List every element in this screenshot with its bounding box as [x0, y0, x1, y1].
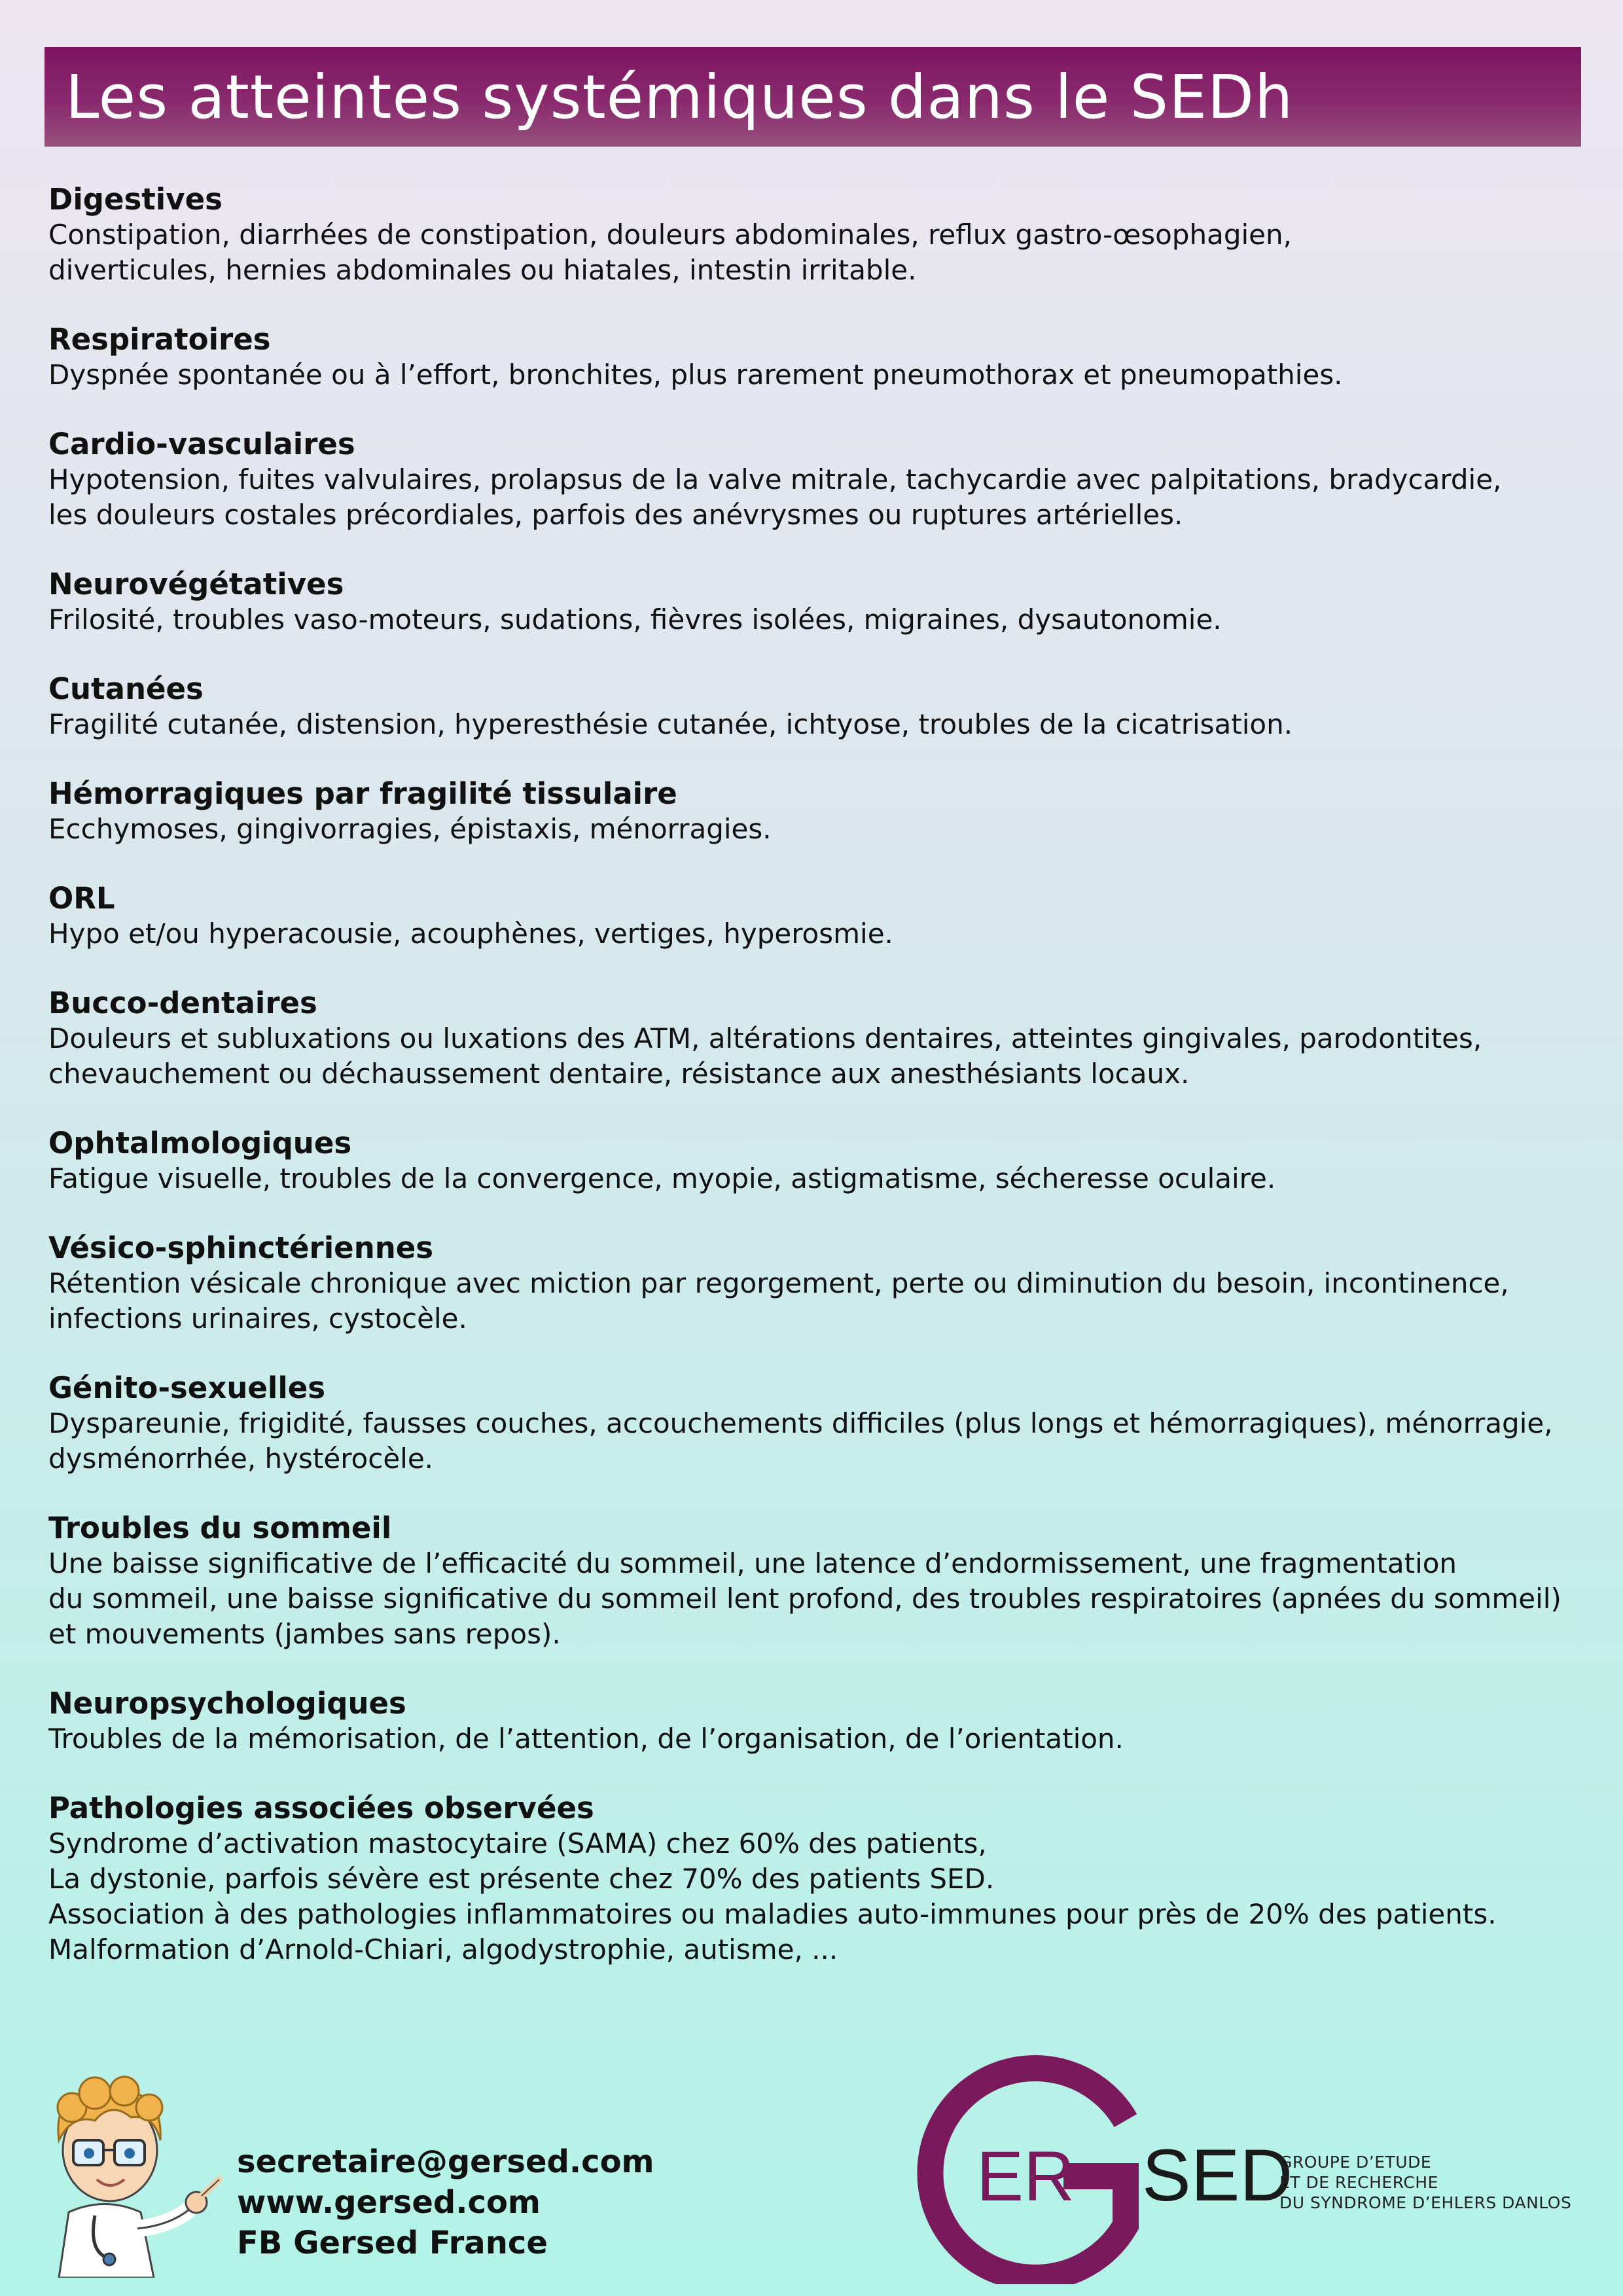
- logo-line-3: DU SYNDROME D’EHLERS DANLOS: [1279, 2193, 1572, 2212]
- website-link[interactable]: www.gersed.com: [237, 2184, 541, 2221]
- section-text: Frilosité, troubles vaso-moteurs, sudations, fièvres isolées, migraines, dysautonomie.: [48, 603, 1222, 636]
- section-heading: Ophtalmologiques: [48, 1126, 352, 1160]
- section-heading: Troubles du sommeil: [48, 1511, 392, 1545]
- section-text: Dyspareunie, frigidité, fausses couches, accouchements difficiles (plus longs et hémorragiques), ménorragie, dysménorrhée, hystérocèle.: [48, 1407, 1553, 1475]
- email-link[interactable]: secretaire@gersed.com: [237, 2144, 654, 2180]
- contact-block: [237, 2142, 654, 2263]
- section-text: Hypo et/ou hyperacousie, acouphènes, vertiges, hyperosmie.: [48, 918, 893, 950]
- section-text: Syndrome d’activation mastocytaire (SAMA) chez 60% des patients, La dystonie, parfois sévère est présente chez 70% des patients SED. Association à des pathologies inflammatoires ou maladies auto-immunes pour près de 20% des patients. Malformation d’Arnold-Chiari, algodystrophie, autisme, ...: [48, 1827, 1497, 1965]
- section-text: Troubles de la mémorisation, de l’attention, de l’organisation, de l’orientation.: [48, 1723, 1124, 1755]
- section-hemorragiques: [48, 776, 1593, 847]
- doctor-mascot-icon: [33, 2062, 249, 2278]
- section-heading: Digestives: [48, 182, 223, 217]
- section-respiratoires: [48, 322, 1593, 393]
- logo-subtitle: [1279, 2152, 1571, 2213]
- logo-line-1: GROUPE D’ETUDE: [1279, 2153, 1432, 2172]
- section-text: Constipation, diarrhées de constipation, douleurs abdominales, reflux gastro-œsophagien, diverticules, hernies abdominales ou hiatales, intestin irritable.: [48, 219, 1292, 286]
- section-neuropsychologiques: [48, 1686, 1593, 1757]
- section-text: Une baisse significative de l’efficacité du sommeil, une latence d’endormissement, une fragmentation du sommeil, une baisse significative du sommeil lent profond, des troubles respiratoires (apnées du sommeil) et mouvements (jambes sans repos).: [48, 1547, 1561, 1650]
- section-text: Douleurs et subluxations ou luxations des ATM, altérations dentaires, atteintes gingivales, parodontites, chevauchement ou déchaussement dentaire, résistance aux anesthésiants locaux.: [48, 1022, 1482, 1090]
- section-orl: [48, 881, 1593, 952]
- section-heading: Hémorragiques par fragilité tissulaire: [48, 776, 677, 811]
- section-heading: Cutanées: [48, 672, 204, 706]
- section-pathologies-associees: [48, 1791, 1593, 1967]
- section-ophtalmologiques: [48, 1126, 1593, 1196]
- doctor-mascot-illustration: [33, 2062, 249, 2278]
- section-cardio-vasculaires: [48, 427, 1593, 533]
- section-genito-sexuelles: [48, 1371, 1593, 1477]
- section-heading: Pathologies associées observées: [48, 1791, 594, 1825]
- section-heading: Vésico-sphinctériennes: [48, 1230, 434, 1265]
- sections-list: [48, 182, 1593, 2001]
- section-text: Fatigue visuelle, troubles de la convergence, myopie, astigmatisme, sécheresse oculaire.: [48, 1162, 1276, 1194]
- section-text: Fragilité cutanée, distension, hyperesthésie cutanée, ichtyose, troubles de la cicatrisation.: [48, 708, 1293, 740]
- section-heading: Cardio-vasculaires: [48, 427, 355, 461]
- section-digestives: [48, 182, 1593, 288]
- section-bucco-dentaires: [48, 986, 1593, 1092]
- section-text: Ecchymoses, gingivorragies, épistaxis, ménorragies.: [48, 813, 772, 845]
- section-heading: Neuropsychologiques: [48, 1686, 406, 1721]
- title-banner: [45, 47, 1581, 147]
- facebook-link[interactable]: FB Gersed France: [237, 2225, 548, 2261]
- logo-g-letter: G: [1564, 2063, 1569, 2070]
- logo-er-text: ER: [976, 2136, 1075, 2215]
- section-heading: ORL: [48, 881, 115, 916]
- logo-line-2: ET DE RECHERCHE: [1279, 2173, 1438, 2192]
- section-text: Dyspnée spontanée ou à l’effort, bronchites, plus rarement pneumothorax et pneumopathies.: [48, 359, 1343, 391]
- section-heading: Génito-sexuelles: [48, 1371, 326, 1405]
- section-text: Rétention vésicale chronique avec miction par regorgement, perte ou diminution du besoin, incontinence, infections urinaires, cystocèle.: [48, 1267, 1509, 1335]
- logo-sed-text: SED: [1142, 2134, 1293, 2216]
- section-heading: Respiratoires: [48, 322, 271, 357]
- page-title: Les atteintes systémiques dans le SEDh: [65, 62, 1294, 132]
- section-vesico-sphincteriennes: [48, 1230, 1593, 1336]
- section-troubles-sommeil: [48, 1511, 1593, 1652]
- section-heading: Neurovégétatives: [48, 567, 344, 601]
- section-heading: Bucco-dentaires: [48, 986, 317, 1020]
- section-neurovegetatives: [48, 567, 1593, 637]
- section-text: Hypotension, fuites valvulaires, prolapsus de la valve mitrale, tachycardie avec palpitations, bradycardie, les douleurs costales précordiales, parfois des anévrysmes ou ruptures artérielles.: [48, 463, 1502, 531]
- section-cutanees: [48, 672, 1593, 742]
